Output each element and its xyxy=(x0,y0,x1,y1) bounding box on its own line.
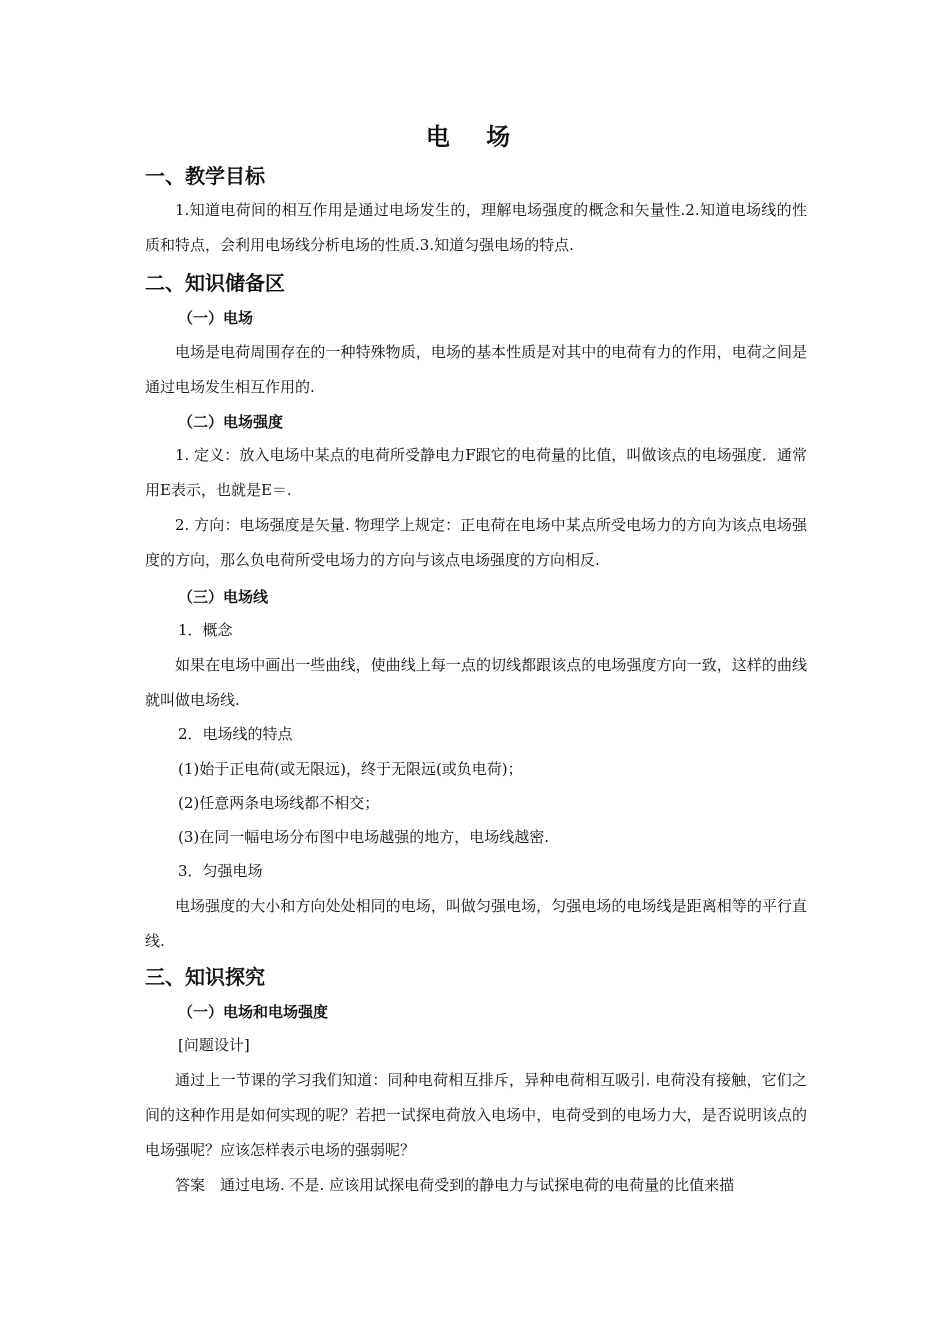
field-lines-feature-1: (1)始于正电荷(或无限远)，终于无限远(或负电荷)； xyxy=(178,760,523,778)
subheading-electric-field: （一）电场 xyxy=(178,309,254,327)
problem-design-paragraph: 通过上一节课的学习我们知道：同种电荷相互排斥，异种电荷相互吸引. 电荷没有接触，它们之间的这种作用是如何实现的呢？若把一试探电荷放入电场中，电荷受到的电场力大，是否说明该点的电场强呢？应该怎样表示电场的强弱呢？ xyxy=(145,1071,807,1159)
field-strength-direction: 2. 方向：电场强度是矢量. 物理学上规定：正电荷在电场中某点所受电场力的方向为该点电场强度的方向，那么负电荷所受电场力的方向与该点电场强度的方向相反. xyxy=(145,516,807,569)
subheading-field-strength: （二）电场强度 xyxy=(178,413,284,431)
subheading-field-lines: （三）电场线 xyxy=(178,588,269,606)
section-heading-knowledge-reserve: 二、知识储备区 xyxy=(145,271,285,295)
teaching-goals-paragraph: 1.知道电荷间的相互作用是通过电场发生的，理解电场强度的概念和矢量性.2.知道电场线的性质和特点，会利用电场线分析电场的性质.3.知道匀强电场的特点. xyxy=(145,201,807,254)
field-lines-concept-paragraph: 如果在电场中画出一些曲线，使曲线上每一点的切线都跟该点的电场强度方向一致，这样的曲线就叫做电场线. xyxy=(145,656,807,709)
field-lines-concept-label: 1．概念 xyxy=(178,621,233,639)
field-lines-feature-3: (3)在同一幅电场分布图中电场越强的地方，电场线越密. xyxy=(178,828,550,846)
field-strength-definition: 1. 定义：放入电场中某点的电荷所受静电力F跟它的电荷量的比值，叫做该点的电场强度．通常用E表示，也就是E＝. xyxy=(145,446,807,499)
uniform-field-paragraph: 电场强度的大小和方向处处相同的电场，叫做匀强电场，匀强电场的电场线是距离相等的平行直线. xyxy=(145,897,807,950)
electric-field-paragraph: 电场是电荷周围存在的一种特殊物质，电场的基本性质是对其中的电荷有力的作用，电荷之间是通过电场发生相互作用的. xyxy=(145,343,807,396)
uniform-field-label: 3．匀强电场 xyxy=(178,862,263,880)
subheading-field-and-strength: （一）电场和电场强度 xyxy=(178,1003,329,1021)
field-lines-feature-2: (2)任意两条电场线都不相交； xyxy=(178,794,380,812)
field-lines-features-label: 2．电场线的特点 xyxy=(178,725,293,743)
answer-paragraph: 答案 通过电场. 不是. 应该用试探电荷受到的静电力与试探电荷的电荷量的比值来描 xyxy=(175,1176,735,1194)
page-title: 电 场 xyxy=(425,122,525,151)
section-heading-teaching-goals: 一、教学目标 xyxy=(145,164,265,188)
section-heading-knowledge-inquiry: 三、知识探究 xyxy=(145,965,265,989)
problem-design-label: [问题设计] xyxy=(178,1036,250,1054)
